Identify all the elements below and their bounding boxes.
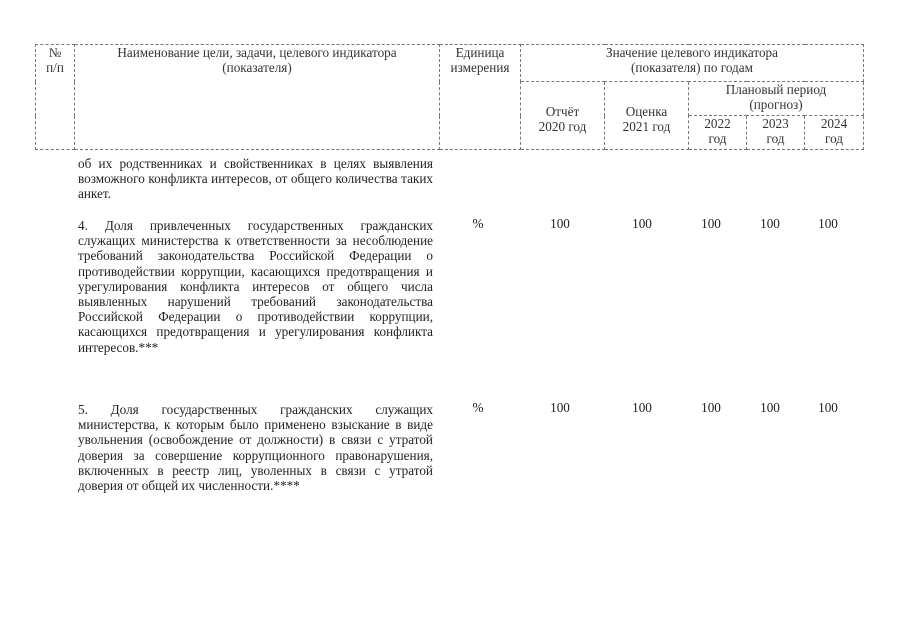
header-planned: Плановый период (прогноз) <box>689 82 864 116</box>
row-5-2024: 100 <box>818 400 838 415</box>
continuation-text: об их родственниках и свойственниках в целях выявления возможного конфликта интересов, от общего количества таких анкет. <box>78 156 433 202</box>
row-5-2020: 100 <box>550 400 570 415</box>
header-2024: 2024 год <box>805 116 864 150</box>
header-unit: Единица измерения <box>440 45 521 150</box>
row-4-unit: % <box>472 216 484 231</box>
row-4-2023: 100 <box>760 216 780 231</box>
row-5-text: 5. Доля государственных гражданских служащих министерства, к которым было применено взыскание в виде увольнения (освобождение от должности) в связи с утратой доверия за совершение коррупционного правонарушения, включенных в реестр лиц, уволенных в связи с утратой доверия от общей их численности.**** <box>78 402 433 494</box>
row-4-2022: 100 <box>701 216 721 231</box>
row-5-2021: 100 <box>632 400 652 415</box>
row-4-2021: 100 <box>632 216 652 231</box>
row-4-text: 4. Доля привлеченных государственных гражданских служащих министерства к ответственности за несоблюдение требований законодательства Российской Федерации о противодействии коррупции, касающихся предотвращения и урегулирования конфликта интересов от общего числа выявленных нарушений требований законодательства Российской Федерации о противодействии коррупции, касающихся предотвращения и урегулирования конфликта интересов.*** <box>78 218 433 355</box>
row-4-2024: 100 <box>818 216 838 231</box>
header-num: № п/п <box>36 45 75 150</box>
header-2023: 2023 год <box>747 116 805 150</box>
header-report: Отчёт 2020 год <box>521 82 605 150</box>
header-estimate: Оценка 2021 год <box>605 82 689 150</box>
row-5-2022: 100 <box>701 400 721 415</box>
header-value-group: Значение целевого индикатора (показателя) по годам <box>521 45 864 82</box>
row-4-2020: 100 <box>550 216 570 231</box>
row-5-2023: 100 <box>760 400 780 415</box>
header-2022: 2022 год <box>689 116 747 150</box>
header-name: Наименование цели, задачи, целевого индикатора (показателя) <box>75 45 440 150</box>
row-5-unit: % <box>472 400 484 415</box>
header-table <box>35 44 864 150</box>
